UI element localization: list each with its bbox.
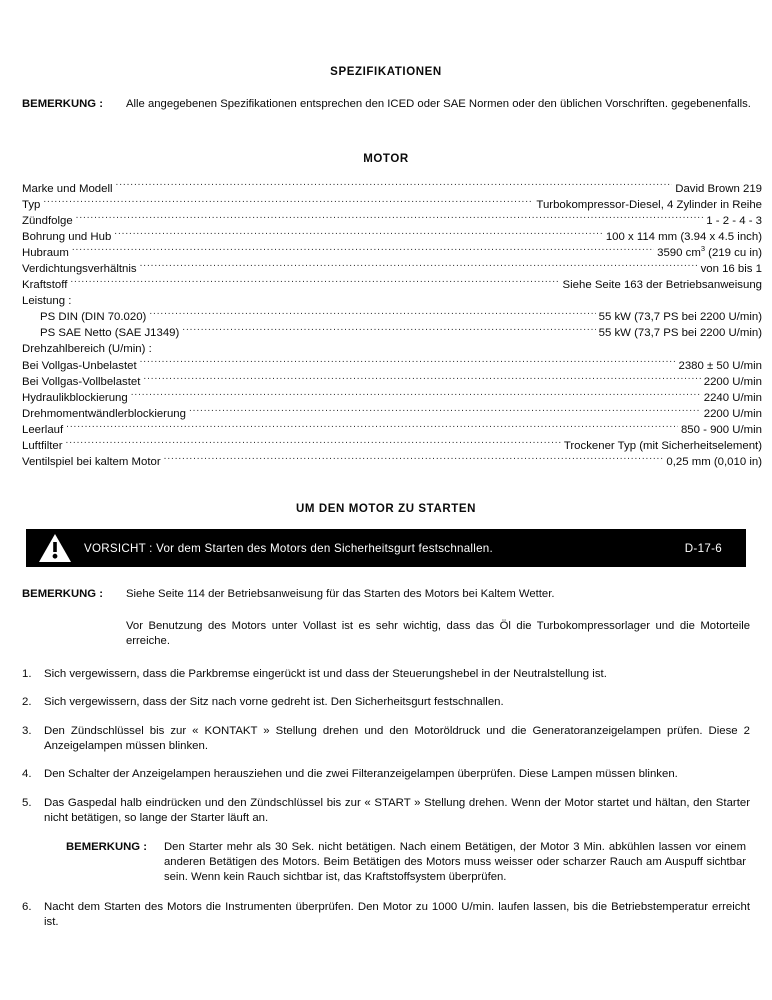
spec-row xyxy=(22,293,762,309)
spec-row xyxy=(22,358,762,374)
spec-label: Typ xyxy=(22,198,41,211)
step-number: 2. xyxy=(22,696,32,709)
spec-label: Drehmomentwändlerblockierung xyxy=(22,407,186,420)
procedure-step xyxy=(22,796,750,827)
spec-row xyxy=(22,181,762,197)
procedure-step xyxy=(22,724,750,755)
spec-value: von 16 bis 1 xyxy=(700,262,762,275)
spec-leader-dots xyxy=(76,213,704,224)
remark-text: Den Starter mehr als 30 Sek. nicht betätigen. Nach einem Betätigen, der Motor 3 Min. abkühlen lassen vor einem anderen Betätigen des Motors. Beim Betätigen des Motors muss weisser oder scharzer Rauch am Auspuff sichtbar sein. Wenn kein Rauch sichtbar ist, das Kraftstoffsystem überprüfen. xyxy=(164,840,746,884)
spec-row xyxy=(22,341,762,357)
spec-leader-dots xyxy=(140,261,698,272)
spec-value: 3590 $cm^3$ (219 cu in) xyxy=(657,244,762,259)
spec-leader-dots xyxy=(155,341,759,352)
starter-note xyxy=(66,840,746,886)
step-text: Das Gaspedal halb eindrücken und den Zündschlüssel bis zur « START » Stellung drehen. Wenn der Motor startet und hältan, den Starter nicht betätigen, so lange der Starter läuft an. xyxy=(44,796,750,825)
spec-value: David Brown 219 xyxy=(675,182,762,195)
step-text: Den Zündschlüssel bis zur « KONTAKT » Stellung drehen und den Motoröldruck und die Generatoranzeigelampen prüfen. Diese 2 Anzeigelampen müssen blinken. xyxy=(44,724,750,752)
spec-label: Hubraum xyxy=(22,246,69,259)
spec-label: Verdichtungsverhältnis xyxy=(22,262,137,275)
spec-value: 100 x 114 mm (3.94 x 4.5 inch) xyxy=(605,230,762,243)
spec-label: Marke und Modell xyxy=(22,182,113,195)
spec-leader-dots xyxy=(43,197,533,208)
spec-leader-dots xyxy=(189,406,701,417)
remark-label: BEMERKUNG : xyxy=(22,588,103,601)
spec-row xyxy=(22,374,762,390)
spec-row xyxy=(22,390,762,406)
remark-label: BEMERKUNG : xyxy=(66,840,147,853)
caution-text: VORSICHT : Vor dem Starten des Motors den Sicherheitsgurt festschnallen. xyxy=(84,541,493,555)
spec-leader-dots xyxy=(182,325,595,336)
step-number: 6. xyxy=(22,900,32,913)
spec-row xyxy=(22,197,762,213)
remark-text: Siehe Seite 114 der Betriebsanweisung für das Starten des Motors bei Kaltem Wetter. xyxy=(126,588,555,601)
spec-leader-dots xyxy=(114,229,603,240)
caution-code: D-17-6 xyxy=(684,541,722,555)
spec-label: Bei Vollgas-Vollbelastet xyxy=(22,375,141,388)
spec-row xyxy=(22,213,762,229)
spec-leader-dots xyxy=(116,181,673,192)
step-number: 3. xyxy=(22,724,32,737)
procedure-step xyxy=(22,767,750,782)
spec-label: PS DIN (DIN 70.020) xyxy=(40,311,147,324)
step-number: 1. xyxy=(22,667,32,680)
spec-value: 55 kW (73,7 PS bei 2200 U/min) xyxy=(598,327,762,340)
spec-value: 850 - 900 U/min xyxy=(680,423,762,436)
page-title: SPEZIFIKATIONEN xyxy=(330,66,442,78)
spec-leader-dots xyxy=(140,358,676,369)
spec-value: 1 - 2 - 4 - 3 xyxy=(706,214,762,227)
spec-label: Zündfolge xyxy=(22,214,73,227)
spec-leader-dots xyxy=(70,277,559,288)
remark-text: Alle angegebenen Spezifikationen entsprechen den ICED oder SAE Normen oder den üblichen Vorschriften. gegebenenfalls. xyxy=(126,98,751,110)
spec-value: Turbokompressor-Diesel, 4 Zylinder in Reihe xyxy=(536,198,762,211)
cold-weather-remark xyxy=(22,587,750,602)
spec-label: Ventilspiel bei kaltem Motor xyxy=(22,456,161,469)
spec-leader-dots xyxy=(72,245,654,256)
spec-value: 2200 U/min xyxy=(703,375,762,388)
spec-row xyxy=(22,325,762,341)
procedure-step xyxy=(22,667,750,682)
step-text: Nacht dem Starten des Motors die Instrumenten überprüfen. Den Motor zu 1000 U/min. laufen lassen, bis die Betriebstemperatur erreicht ist. xyxy=(44,900,750,929)
spec-value: 2380 ± 50 U/min xyxy=(678,359,762,372)
spec-value: 2240 U/min xyxy=(703,391,762,404)
spec-label: Leerlauf xyxy=(22,423,64,436)
spec-row xyxy=(22,454,762,470)
warning-triangle-icon xyxy=(38,533,72,563)
spec-row xyxy=(22,406,762,422)
step-text: Den Schalter der Anzeigelampen herausziehen und die zwei Filteranzeigelampen überprüfen. Diese Lampen müssen blinken. xyxy=(44,768,678,781)
spec-value: Siehe Seite 163 der Betriebsanweisung xyxy=(562,279,762,292)
spec-value: 55 kW (73,7 PS bei 2200 U/min) xyxy=(598,311,762,324)
spec-row xyxy=(22,309,762,325)
step-text: Sich vergewissern, dass die Parkbremse eingerückt ist und dass der Steuerungshebel in der Neutralstellung ist. xyxy=(44,667,607,680)
start-section-title: UM DEN MOTOR ZU STARTEN xyxy=(295,503,477,516)
turbo-paragraph: Vor Benutzung des Motors unter Vollast ist es sehr wichtig, dass das Öl die Turbokompressorlager und die Motorteile erreiche. xyxy=(126,619,750,648)
step-number: 5. xyxy=(22,796,32,809)
spec-label: Bohrung und Hub xyxy=(22,230,112,243)
spec-row xyxy=(22,261,762,277)
spec-leader-dots xyxy=(164,454,664,465)
procedure-step xyxy=(22,695,750,710)
spec-leader-dots xyxy=(66,438,561,449)
engine-section-title: MOTOR xyxy=(363,152,409,165)
engine-spec-list xyxy=(22,181,762,471)
spec-value: Trockener Typ (mit Sicherheitselement) xyxy=(563,440,762,452)
spec-leader-dots xyxy=(66,422,678,433)
spec-leader-dots xyxy=(149,309,595,320)
spec-label: Luftfilter xyxy=(22,440,63,452)
spec-value: 0,25 mm (0,010 in) xyxy=(666,456,762,469)
spec-leader-dots xyxy=(74,293,759,304)
spec-row xyxy=(22,438,762,454)
spec-leader-dots xyxy=(143,374,700,385)
remark-label: BEMERKUNG : xyxy=(22,98,103,110)
spec-label: Hydraulikblockierung xyxy=(22,391,128,404)
caution-banner xyxy=(26,529,746,567)
spec-label: Bei Vollgas-Unbelastet xyxy=(22,359,137,372)
step-text: Sich vergewissern, dass der Sitz nach vorne gedreht ist. Den Sicherheitsgurt festschnallen. xyxy=(44,696,504,709)
start-procedure-steps xyxy=(22,667,750,931)
spec-value: 2200 U/min xyxy=(703,407,762,420)
spec-row xyxy=(22,245,762,261)
spec-row xyxy=(22,422,762,438)
spec-label: Leistung : xyxy=(22,295,72,308)
step-number: 4. xyxy=(22,768,32,781)
spec-row xyxy=(22,229,762,245)
spec-label: PS SAE Netto (SAE J1349) xyxy=(40,327,180,340)
spec-label: Kraftstoff xyxy=(22,279,68,292)
spec-label: Drehzahlbereich (U/min) : xyxy=(22,343,152,356)
spec-row xyxy=(22,277,762,293)
top-remark xyxy=(22,97,762,112)
spec-leader-dots xyxy=(131,390,701,401)
procedure-step xyxy=(22,900,750,931)
